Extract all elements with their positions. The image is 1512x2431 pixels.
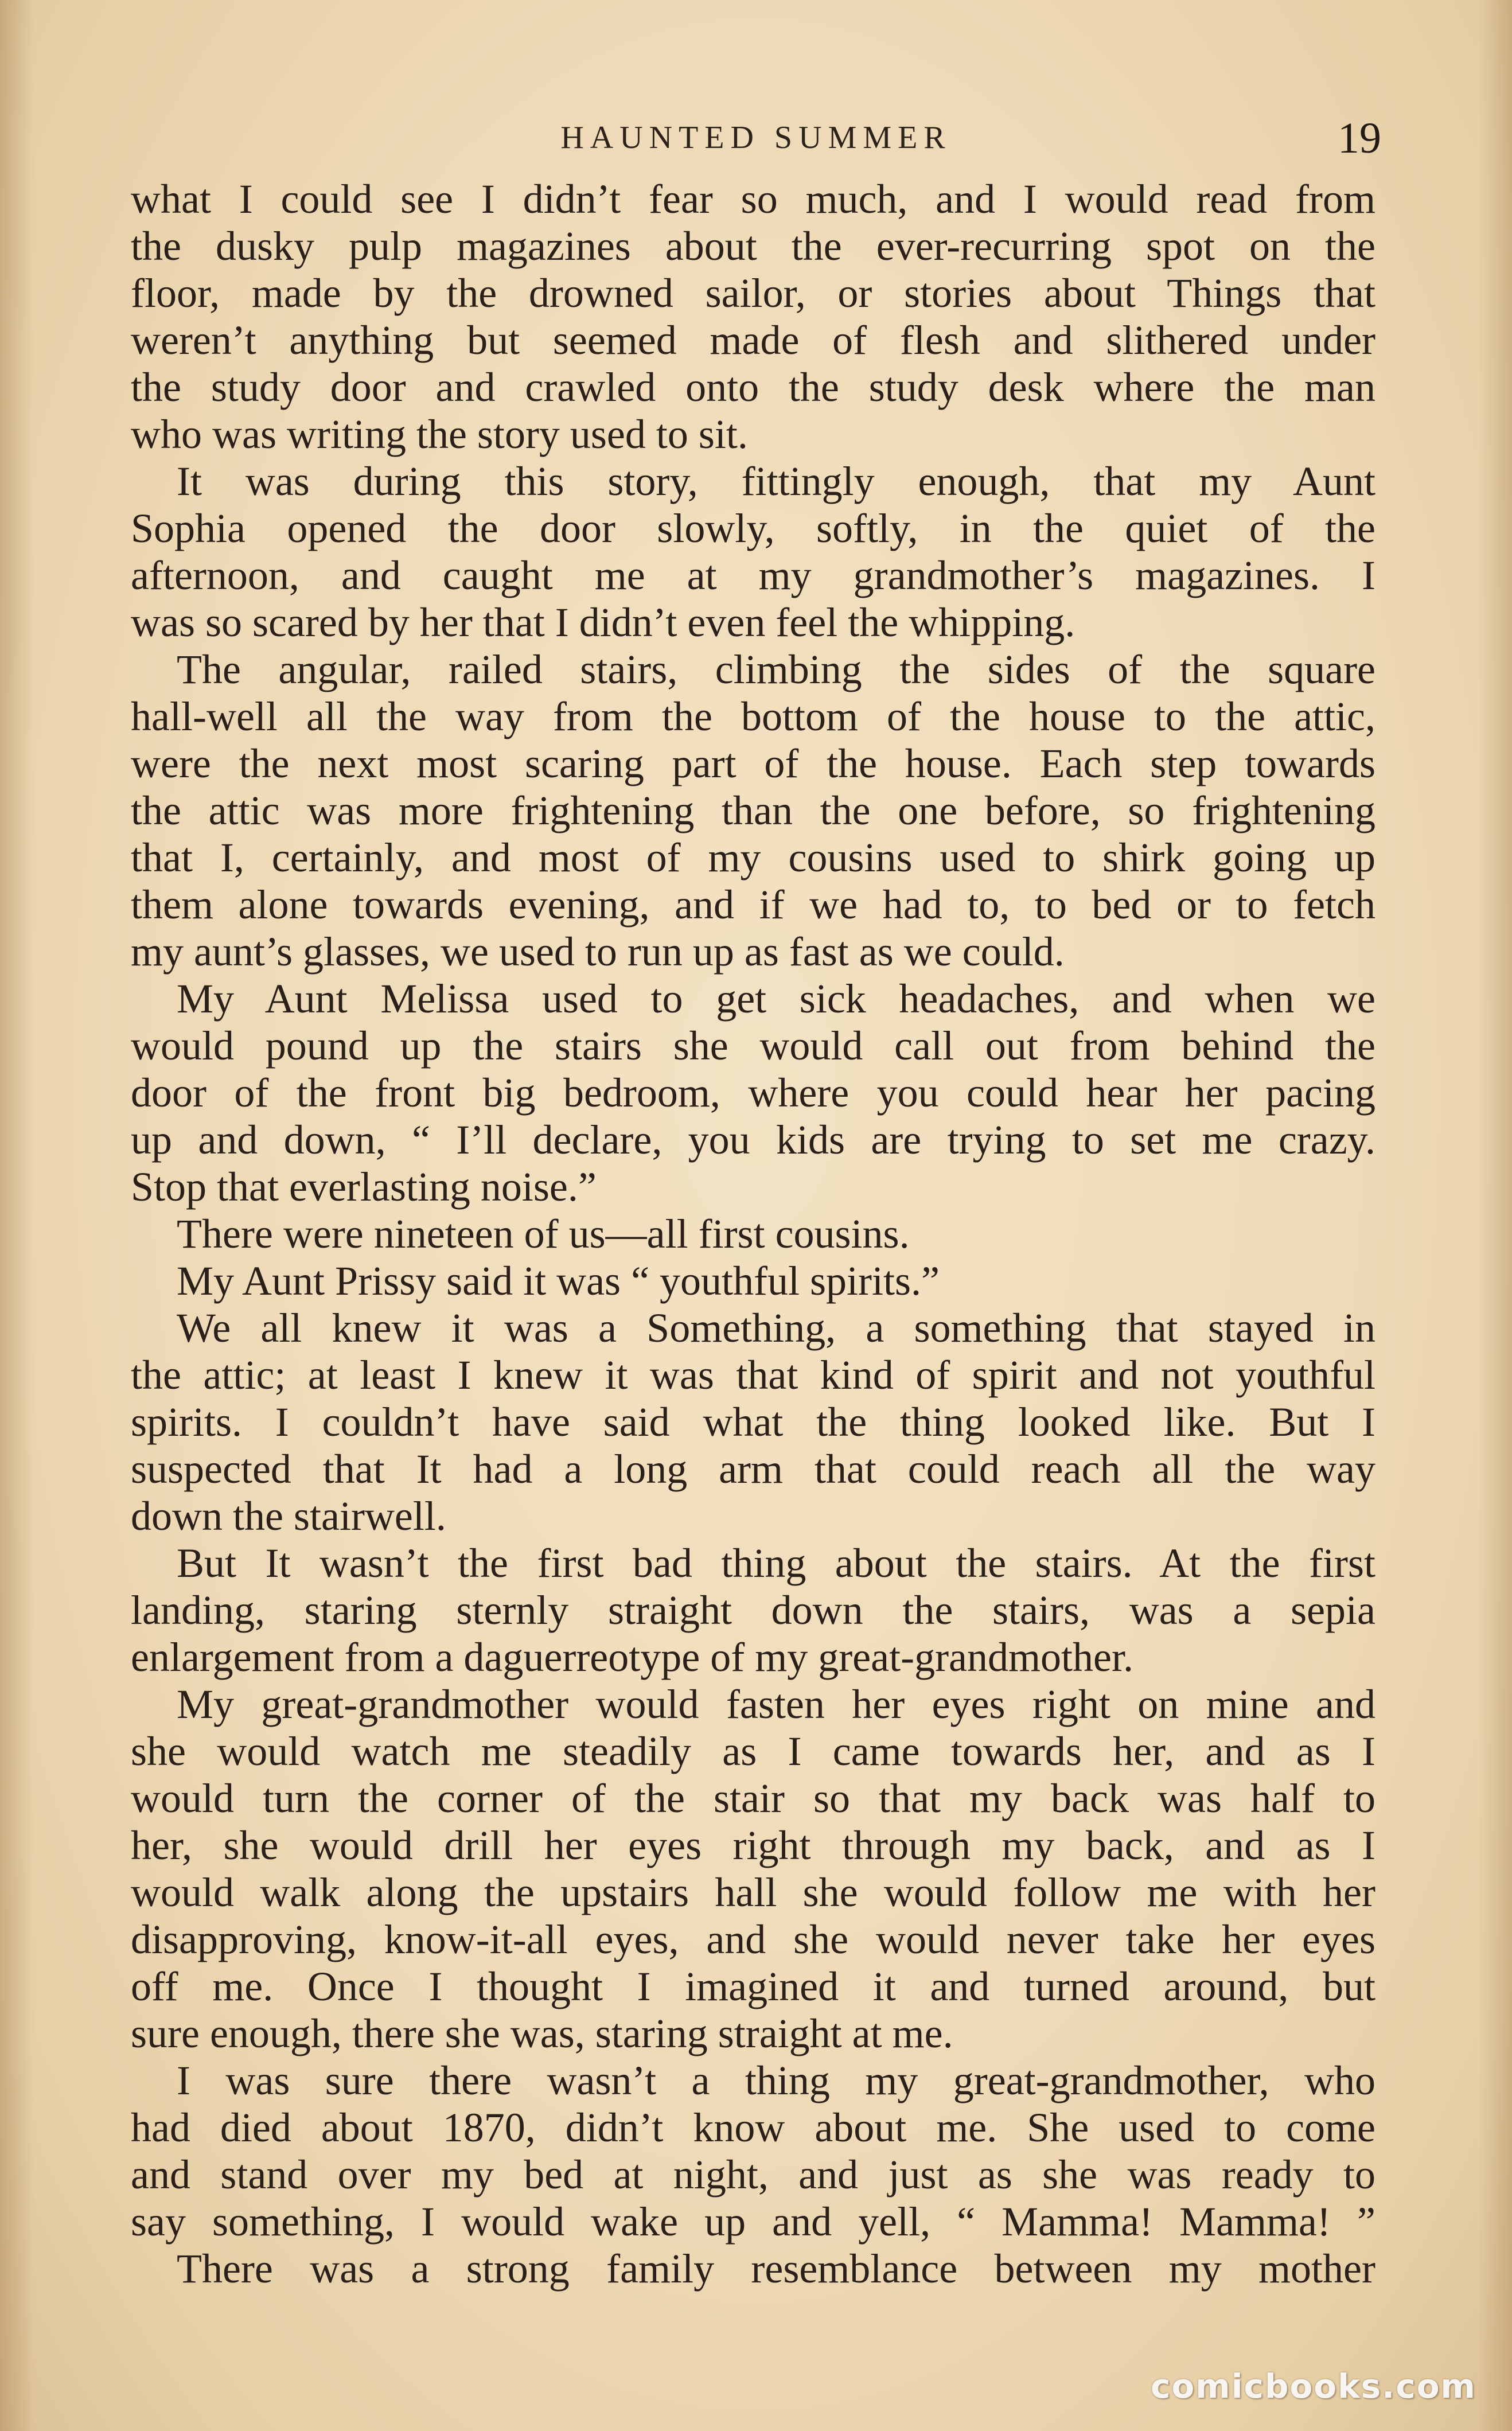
text-line: that I, certainly, and most of my cousins used to shirk going up bbox=[131, 835, 1375, 881]
text-line: It was during this story, fittingly enough, that my Aunt bbox=[177, 458, 1375, 504]
text-line: down the stairwell. bbox=[131, 1493, 446, 1539]
text-line: what I could see I didn’t fear so much, and I would read from bbox=[131, 176, 1375, 222]
page-edge-shading-right bbox=[1478, 0, 1512, 2431]
text-line: and stand over my bed at night, and just as she was ready to bbox=[131, 2152, 1375, 2198]
text-line: up and down, “ I’ll declare, you kids are trying to set me crazy. bbox=[131, 1117, 1375, 1163]
text-line: would pound up the stairs she would call out from behind the bbox=[131, 1023, 1375, 1069]
text-line: landing, staring sternly straight down the stairs, was a sepia bbox=[131, 1587, 1375, 1633]
text-line: had died about 1870, didn’t know about me. She used to come bbox=[131, 2105, 1375, 2150]
text-line: But It wasn’t the first bad thing about the stairs. At the first bbox=[177, 1540, 1375, 1586]
text-line: the study door and crawled onto the study desk where the man bbox=[131, 364, 1375, 410]
running-head-title: HAUNTED SUMMER bbox=[560, 120, 952, 155]
text-line: There was a strong family resemblance between my mother bbox=[177, 2246, 1375, 2292]
text-line: afternoon, and caught me at my grandmother’s magazines. I bbox=[131, 552, 1375, 598]
text-line: My great-grandmother would fasten her eyes right on mine and bbox=[177, 1681, 1375, 1727]
text-line: floor, made by the drowned sailor, or stories about Things that bbox=[131, 270, 1375, 316]
text-line: Stop that everlasting noise.” bbox=[131, 1164, 597, 1210]
text-line: There were nineteen of us—all first cousins. bbox=[177, 1211, 910, 1257]
text-line: My Aunt Melissa used to get sick headaches, and when we bbox=[177, 976, 1375, 1022]
text-line: my aunt’s glasses, we used to run up as fast as we could. bbox=[131, 929, 1065, 975]
text-line: The angular, railed stairs, climbing the sides of the square bbox=[177, 646, 1375, 692]
text-line: the attic; at least I knew it was that kind of spirit and not youthful bbox=[131, 1352, 1375, 1398]
text-line: sure enough, there she was, staring straight at me. bbox=[131, 2011, 953, 2056]
text-line: say something, I would wake up and yell, “ Mamma! Mamma! ” bbox=[131, 2199, 1375, 2245]
text-line: her, she would drill her eyes right through my back, and as I bbox=[131, 1822, 1375, 1868]
text-line: hall-well all the way from the bottom of the house to the attic, bbox=[131, 694, 1375, 739]
text-line: suspected that It had a long arm that could reach all the way bbox=[131, 1446, 1375, 1492]
watermark-logo: comicbooks.com bbox=[1151, 2367, 1476, 2406]
page-edge-shading-left bbox=[0, 0, 34, 2431]
page-number: 19 bbox=[1338, 114, 1381, 162]
text-line: who was writing the story used to sit. bbox=[131, 411, 748, 457]
text-line: would turn the corner of the stair so that my back was half to bbox=[131, 1775, 1375, 1821]
text-line: would walk along the upstairs hall she would follow me with her bbox=[131, 1869, 1375, 1915]
text-line: My Aunt Prissy said it was “ youthful spirits.” bbox=[177, 1258, 940, 1304]
text-line: We all knew it was a Something, a something that stayed in bbox=[177, 1305, 1375, 1351]
text-line: off me. Once I thought I imagined it and turned around, but bbox=[131, 1964, 1375, 2009]
text-line: disapproving, know-it-all eyes, and she would never take her eyes bbox=[131, 1916, 1375, 1962]
text-line: was so scared by her that I didn’t even feel the whipping. bbox=[131, 599, 1075, 645]
text-line: were the next most scaring part of the house. Each step towards bbox=[131, 741, 1375, 786]
body-text bbox=[131, 176, 1375, 2292]
text-line: weren’t anything but seemed made of flesh and slithered under bbox=[131, 317, 1375, 363]
text-line: door of the front big bedroom, where you could hear her pacing bbox=[131, 1070, 1375, 1116]
text-line: spirits. I couldn’t have said what the thing looked like. But I bbox=[131, 1399, 1375, 1445]
text-line: I was sure there wasn’t a thing my great-grandmother, who bbox=[177, 2058, 1375, 2103]
text-line: them alone towards evening, and if we had to, to bed or to fetch bbox=[131, 882, 1375, 928]
text-line: she would watch me steadily as I came towards her, and as I bbox=[131, 1728, 1375, 1774]
text-line: enlargement from a daguerreotype of my great-grandmother. bbox=[131, 1634, 1133, 1680]
text-line: the attic was more frightening than the one before, so frightening bbox=[131, 788, 1375, 833]
text-line: Sophia opened the door slowly, softly, in the quiet of the bbox=[131, 505, 1375, 551]
text-line: the dusky pulp magazines about the ever-recurring spot on the bbox=[131, 223, 1375, 269]
